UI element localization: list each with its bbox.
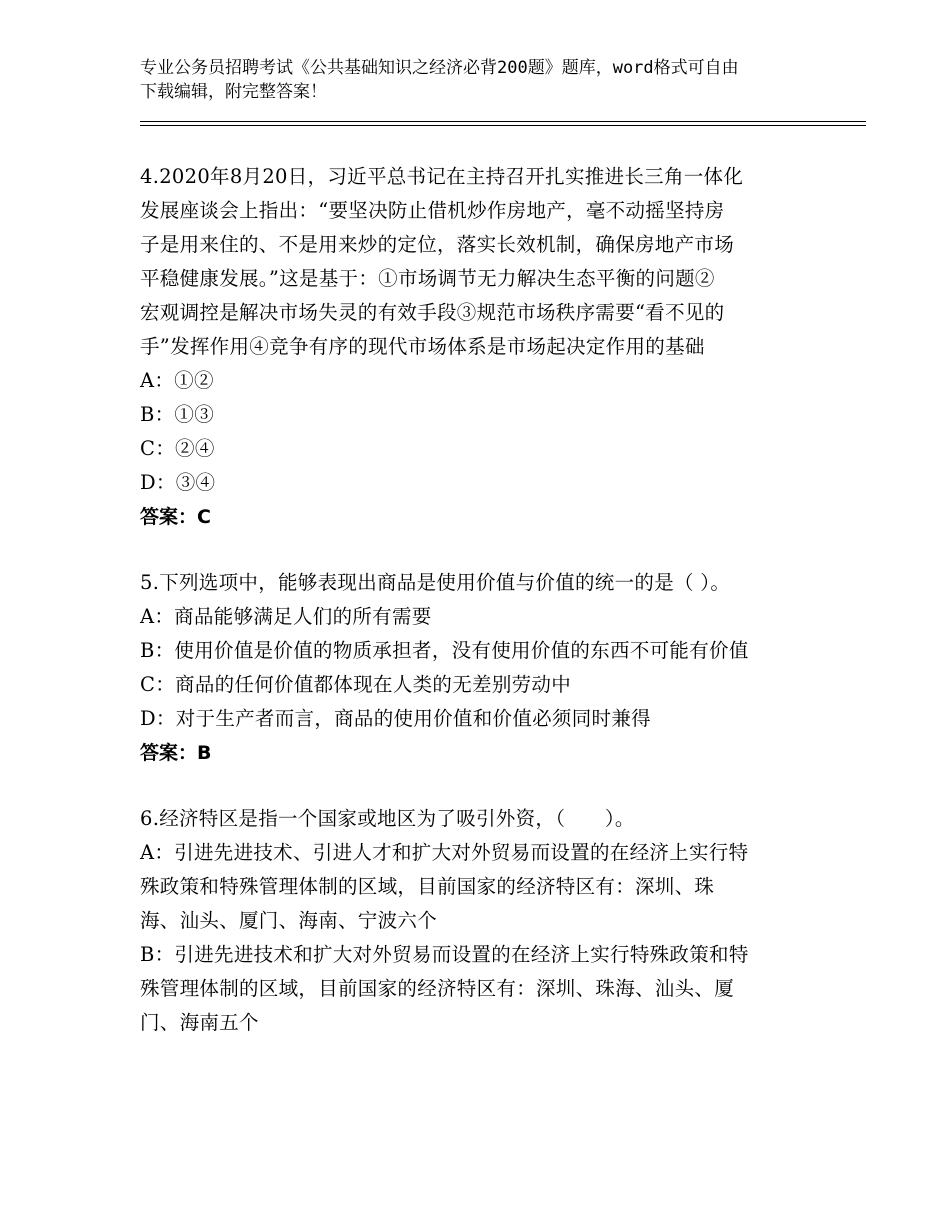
question-4 — [140, 160, 815, 534]
question-6 — [140, 802, 815, 1040]
question-text-line: 6.经济特区是指一个国家或地区为了吸引外资，（ ）。 — [140, 807, 635, 830]
option-a-line: A：引进先进技术、引进人才和扩大对外贸易而设置的在经济上实行特 — [140, 841, 749, 864]
question-text-line: 5.下列选项中，能够表现出商品是使用价值与价值的统一的是（ ）。 — [140, 571, 731, 594]
option-a-line: 海、汕头、厦门、海南、宁波六个 — [140, 909, 438, 932]
option-a-line: 殊政策和特殊管理体制的区域，目前国家的经济特区有：深圳、珠 — [140, 875, 715, 898]
option-b: B：使用价值是价值的物质承担者，没有使用价值的东西不可能有价值 — [140, 639, 749, 662]
header-line-1: 专业公务员招聘考试《公共基础知识之经济必背200题》题库，word格式可自由 — [140, 58, 739, 78]
question-text-line: 平稳健康发展。”这是基于：①市场调节无力解决生态平衡的问题② — [140, 267, 715, 290]
answer-label: 答案：B — [140, 742, 212, 764]
option-d: D：对于生产者而言，商品的使用价值和价值必须同时兼得 — [140, 707, 651, 730]
option-c: C：商品的任何价值都体现在人类的无差别劳动中 — [140, 673, 572, 696]
option-a: A：①② — [140, 369, 214, 392]
option-b-line: B：引进先进技术和扩大对外贸易而设置的在经济上实行特殊政策和特 — [140, 943, 749, 966]
document-header — [140, 56, 820, 104]
header-rule-top — [140, 121, 866, 122]
option-b-line: 门、海南五个 — [140, 1011, 259, 1034]
option-a: A：商品能够满足人们的所有需要 — [140, 605, 432, 628]
question-text-line: 4.2020年8月20日，习近平总书记在主持召开扎实推进长三角一体化 — [140, 165, 744, 188]
header-line-2: 下载编辑，附完整答案！ — [140, 82, 327, 102]
option-c: C：②④ — [140, 437, 215, 460]
header-rule-bottom — [140, 125, 866, 126]
question-text-line: 手”发挥作用④竞争有序的现代市场体系是市场起决定作用的基础 — [140, 335, 705, 358]
question-text-line: 发展座谈会上指出：“要坚决防止借机炒作房地产，毫不动摇坚持房 — [140, 199, 725, 222]
question-text-line: 子是用来住的、不是用来炒的定位，落实长效机制，确保房地产市场 — [140, 233, 735, 256]
question-5 — [140, 566, 815, 770]
answer-label: 答案：C — [140, 506, 211, 528]
option-b-line: 殊管理体制的区域，目前国家的经济特区有：深圳、珠海、汕头、厦 — [140, 977, 735, 1000]
question-list — [140, 160, 815, 1072]
question-text-line: 宏观调控是解决市场失灵的有效手段③规范市场秩序需要“看不见的 — [140, 301, 725, 324]
option-d: D：③④ — [140, 471, 216, 494]
option-b: B：①③ — [140, 403, 215, 426]
